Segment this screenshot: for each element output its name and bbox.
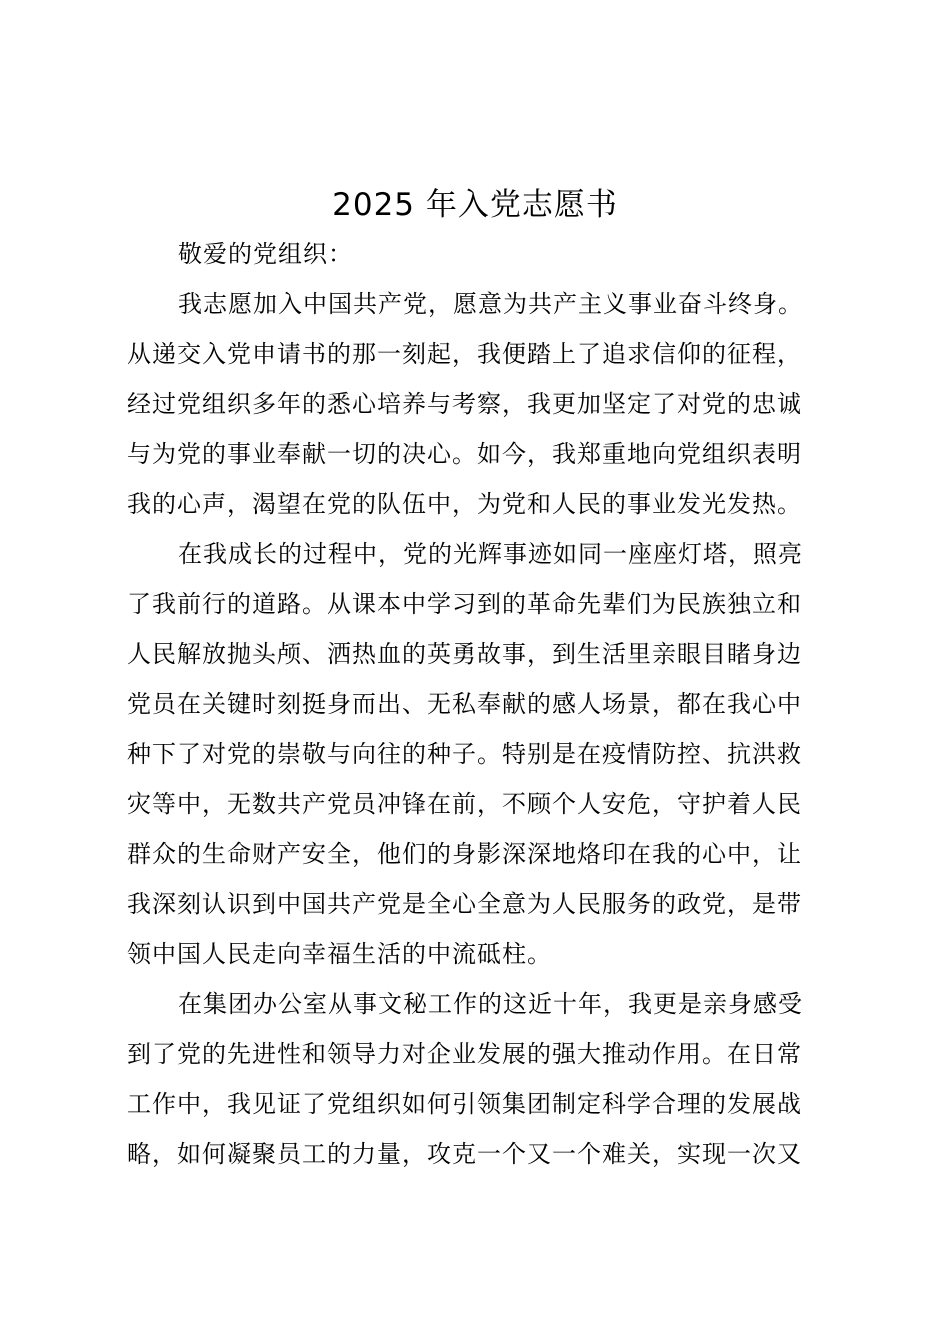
paragraph-3 (127, 979, 835, 1179)
paragraph-line: 略，如何凝聚员工的力量，攻克一个又一个难关，实现一次又 (127, 1140, 802, 1168)
salutation: 敬爱的党组织： (178, 240, 353, 268)
paragraph-line: 经过党组织多年的悉心培养与考察，我更加坚定了对党的忠诚 (127, 390, 802, 418)
paragraph-line: 灾等中，无数共产党员冲锋在前，不顾个人安危，守护着人民 (127, 790, 802, 818)
paragraph-1 (127, 279, 835, 529)
document-body (127, 229, 835, 1179)
paragraph-line: 了我前行的道路。从课本中学习到的革命先辈们为民族独立和 (127, 590, 802, 618)
paragraph-line: 我志愿加入中国共产党，愿意为共产主义事业奋斗终身。 (178, 290, 803, 318)
paragraph-line: 在集团办公室从事文秘工作的这近十年，我更是亲身感受 (178, 990, 803, 1018)
paragraph-line: 群众的生命财产安全，他们的身影深深地烙印在我的心中，让 (127, 840, 802, 868)
paragraph-line: 与为党的事业奉献一切的决心。如今，我郑重地向党组织表明 (127, 440, 802, 468)
paragraph-line: 种下了对党的崇敬与向往的种子。特别是在疫情防控、抗洪救 (127, 740, 802, 768)
paragraph-line: 我的心声，渴望在党的队伍中，为党和人民的事业发光发热。 (127, 490, 802, 518)
paragraph-line: 在我成长的过程中，党的光辉事迹如同一座座灯塔，照亮 (178, 540, 803, 568)
paragraph-line: 我深刻认识到中国共产党是全心全意为人民服务的政党，是带 (127, 890, 802, 918)
paragraph-line: 领中国人民走向幸福生活的中流砥柱。 (127, 940, 552, 968)
paragraph-2 (127, 529, 835, 979)
paragraph-line: 工作中，我见证了党组织如何引领集团制定科学合理的发展战 (127, 1090, 802, 1118)
document-title: 2025 年入党志愿书 (332, 187, 618, 223)
paragraph-line: 人民解放抛头颅、洒热血的英勇故事，到生活里亲眼目睹身边 (127, 640, 802, 668)
paragraph-line: 党员在关键时刻挺身而出、无私奉献的感人场景，都在我心中 (127, 690, 802, 718)
paragraph-line: 到了党的先进性和领导力对企业发展的强大推动作用。在日常 (127, 1040, 802, 1068)
paragraph-line: 从递交入党申请书的那一刻起，我便踏上了追求信仰的征程， (127, 340, 802, 368)
